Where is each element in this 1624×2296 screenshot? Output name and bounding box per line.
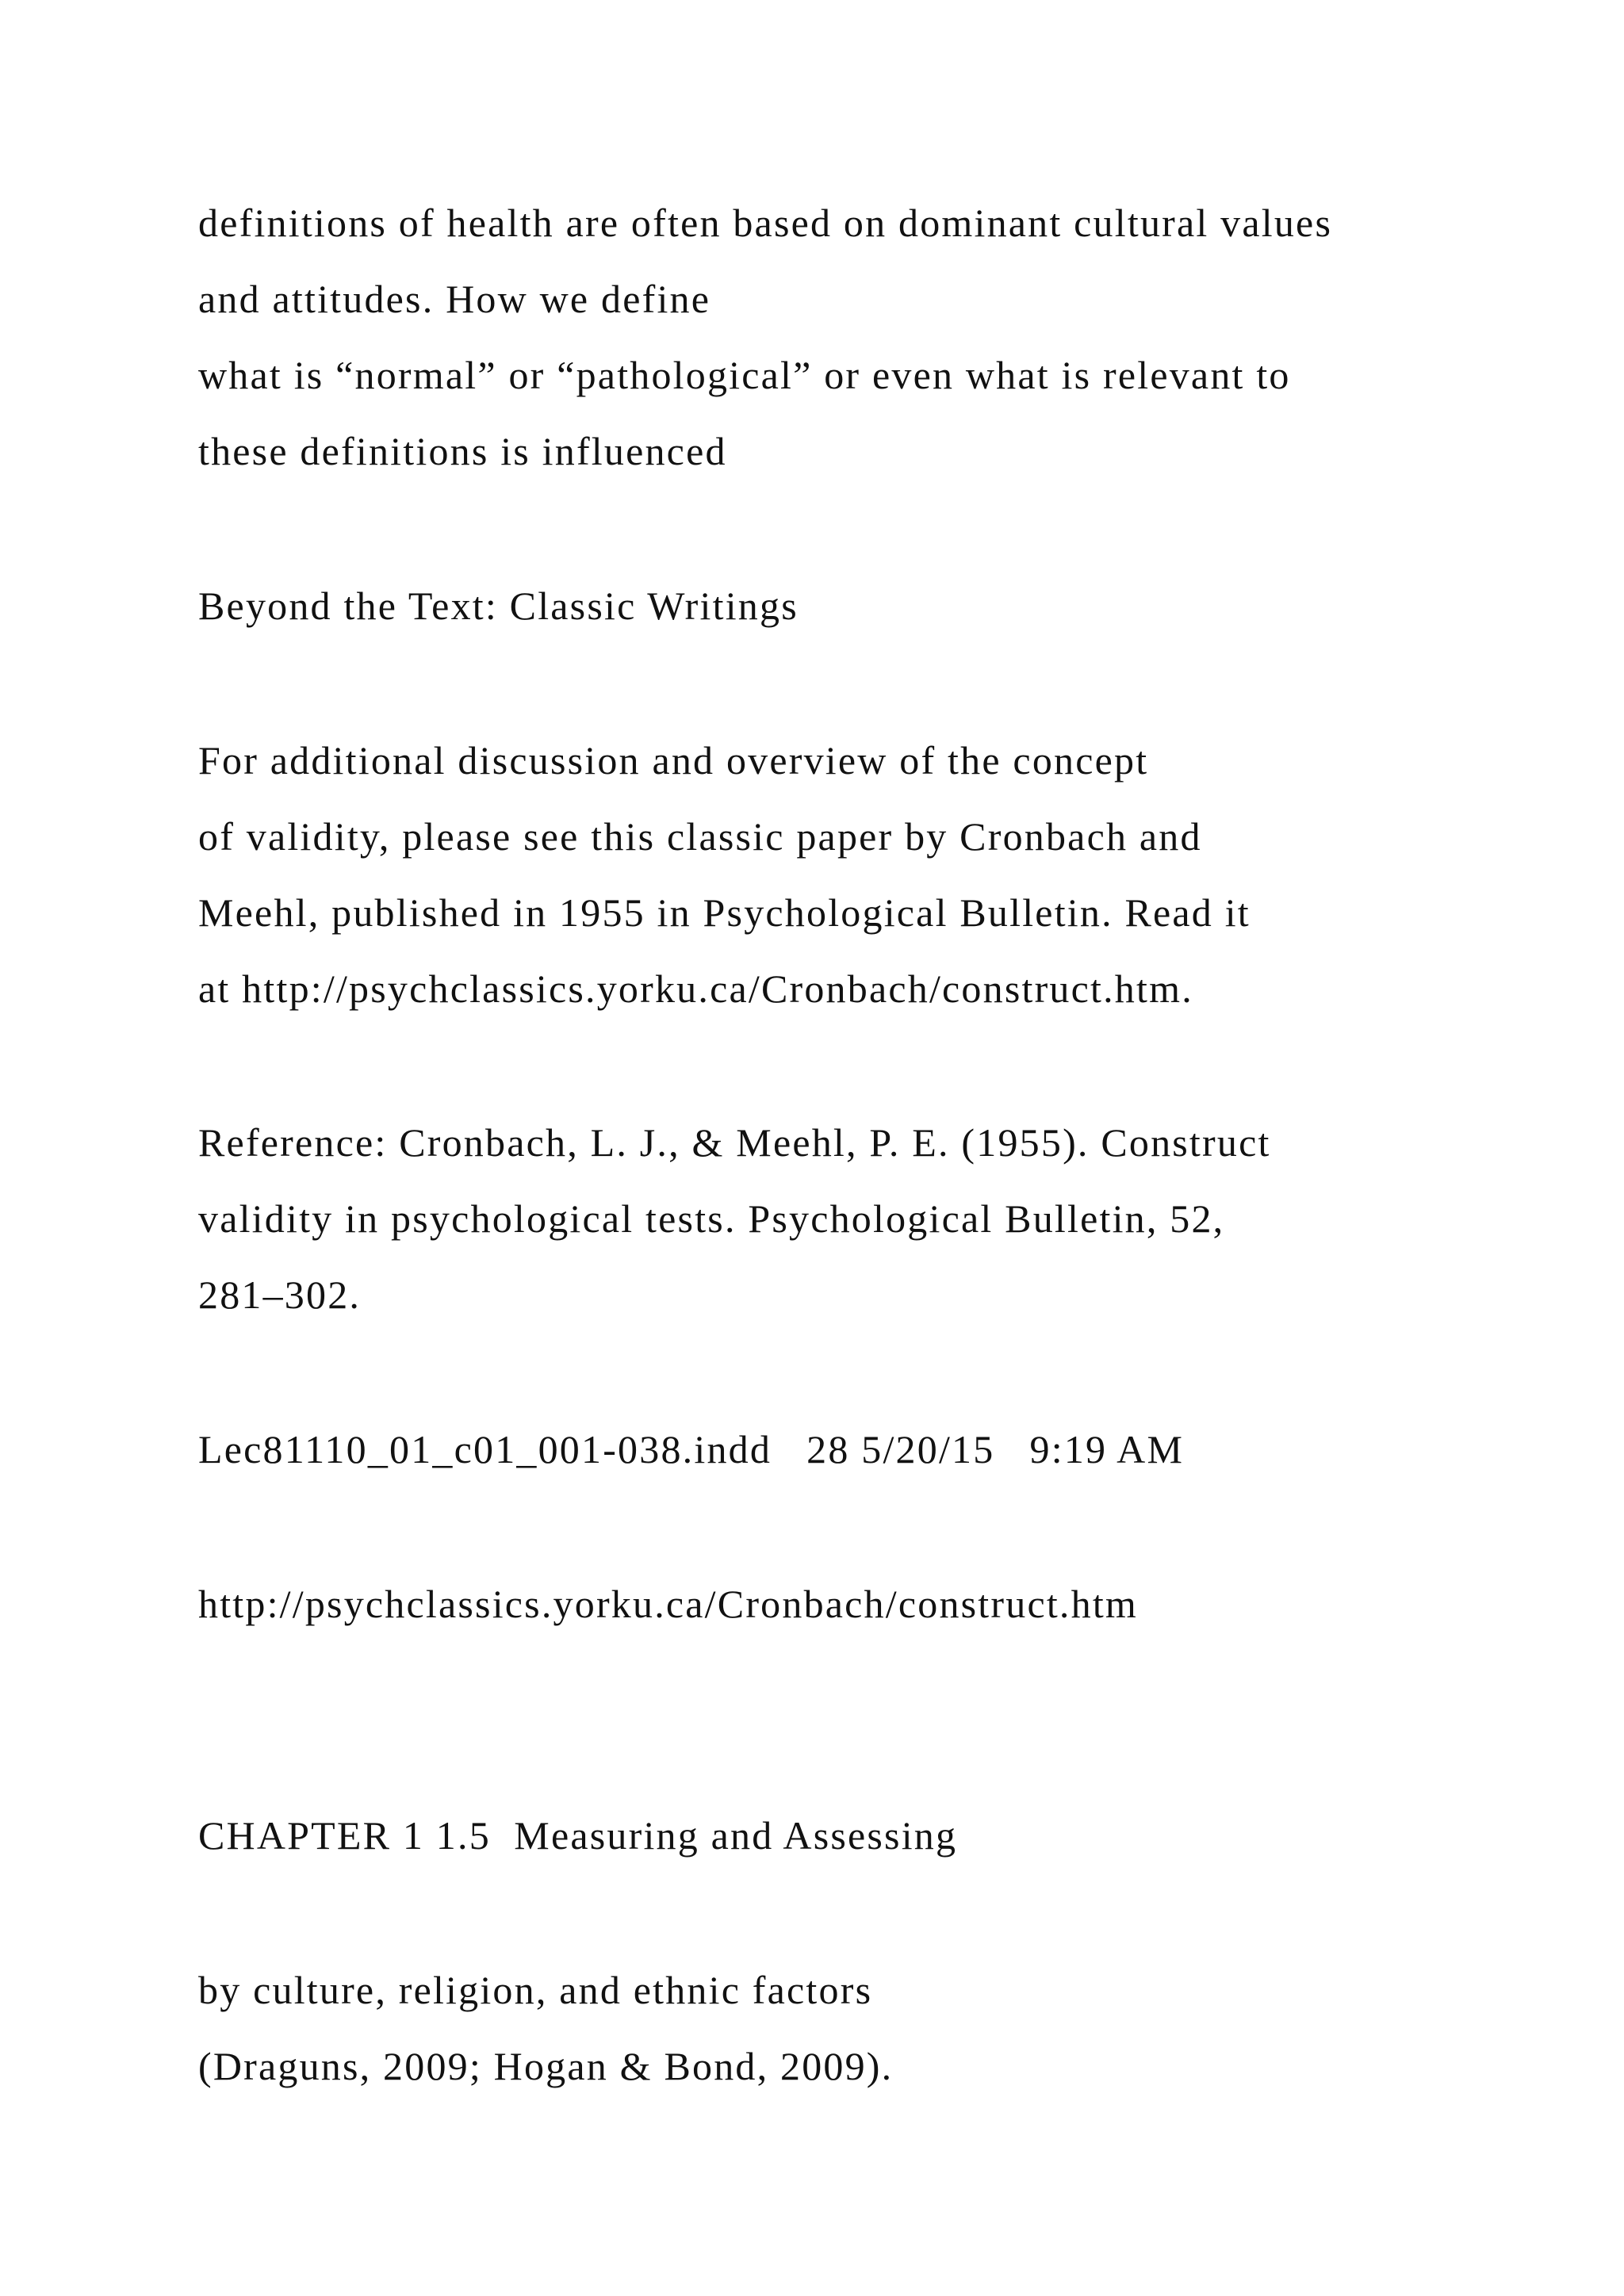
- url-link[interactable]: http://psychclassics.yorku.ca/Cronbach/construct.htm: [198, 1582, 1139, 1626]
- running-header: CHAPTER 1 1.5 Measuring and Assessing: [198, 1813, 958, 1858]
- print-slug: Lec81110_01_c01_001-038.indd 28 5/20/15 9:19 AM: [198, 1427, 1185, 1471]
- body-text-line: (Draguns, 2009; Hogan & Bond, 2009).: [198, 2044, 894, 2088]
- reference-line: validity in psychological tests. Psychological Bulletin, 52,: [198, 1196, 1225, 1241]
- sidebar-text-line: of validity, please see this classic paper by Cronbach and: [198, 814, 1202, 859]
- body-text-line: and attitudes. How we define: [198, 277, 711, 321]
- body-text-line: these definitions is influenced: [198, 429, 727, 473]
- sidebar-text-line: For additional discussion and overview of the concept: [198, 738, 1149, 783]
- reference-line: Reference: Cronbach, L. J., & Meehl, P. E. (1955). Construct: [198, 1120, 1271, 1165]
- sidebar-text-line: Meehl, published in 1955 in Psychological Bulletin. Read it: [198, 890, 1251, 935]
- sidebar-text-line: at http://psychclassics.yorku.ca/Cronbach/construct.htm.: [198, 966, 1193, 1011]
- body-text-line: what is “normal” or “pathological” or even what is relevant to: [198, 353, 1291, 397]
- sidebar-heading: Beyond the Text: Classic Writings: [198, 584, 799, 628]
- reference-line: 281–302.: [198, 1272, 362, 1317]
- body-text-line: definitions of health are often based on dominant cultural values: [198, 201, 1333, 245]
- body-text-line: by culture, religion, and ethnic factors: [198, 1968, 873, 2012]
